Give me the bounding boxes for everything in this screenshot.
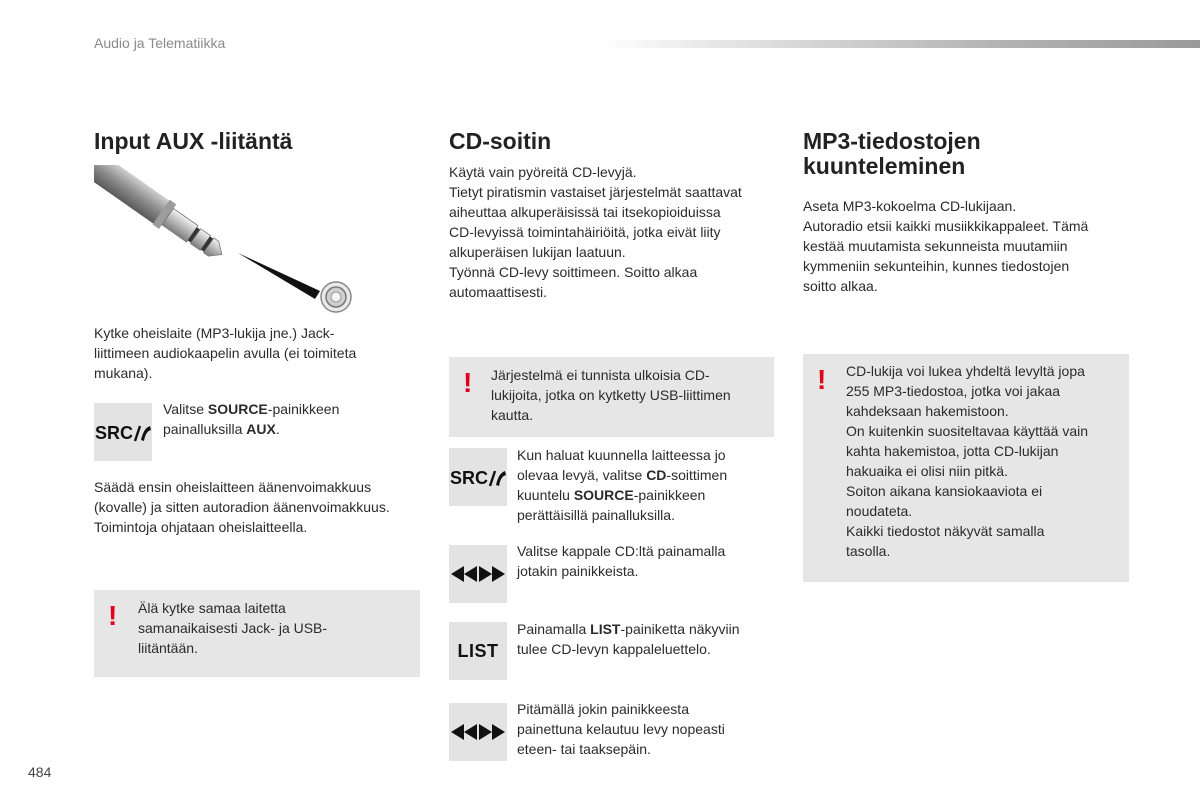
jack-plug — [94, 165, 230, 267]
list-button-icon: LIST — [449, 622, 507, 680]
mp3-title: MP3-tiedostojen kuunteleminen — [803, 128, 981, 179]
cd-warning-box — [449, 357, 774, 437]
insert-arrow — [238, 253, 320, 299]
src-button-icon — [94, 403, 152, 461]
aux-volume-text: Säädä ensin oheislaitteen äänenvoimakkuus (kovalle) ja sitten autoradion äänenvoimakkuus. Toimintoja ohjataan oheislaitteella. — [94, 479, 390, 535]
warning-icon: ! — [817, 364, 827, 395]
cd-title: CD-soitin — [449, 128, 552, 154]
header-gradient-bar — [600, 40, 1200, 48]
aux-intro: Kytke oheislaite (MP3-lukija jne.) Jack- liittimeen audiokaapelin avulla (ei toimiteta mukana). — [94, 325, 357, 381]
warning-icon: ! — [108, 600, 118, 631]
seek-buttons-icon — [449, 703, 507, 761]
socket-icon — [321, 282, 351, 312]
cd-intro: Käytä vain pyöreitä CD-levyjä. Tietyt piratismin vastaiset järjestelmät saattavat aiheuttaa alkuperäisissä tai itsekopioiduissa CD-levyissä toimintahäiriöitä, jotka eivät liity alkuperäisen lukijan laatuun. Työnnä CD-levy soittimeen. Soitto alkaa automaattisesti. — [449, 164, 742, 300]
aux-warning-box — [94, 590, 420, 677]
seek-buttons-icon — [449, 545, 507, 603]
aux-title: Input AUX -liitäntä — [94, 128, 293, 154]
aux-warning-text: Älä kytke samaa laitetta samanaikaisesti Jack- ja USB- liitäntään. — [138, 600, 328, 656]
section-title: Audio ja Telematiikka — [94, 35, 226, 51]
page-number: 484 — [28, 764, 52, 780]
cd-fast-seek-text: Pitämällä jokin painikkeesta painettuna kelautuu levy nopeasti eteen- tai taaksepäin. — [517, 701, 725, 757]
cd-select-track-text: Valitse kappale CD:ltä painamalla jotakin painikkeista. — [517, 543, 726, 579]
cd-list-text: Painamalla LIST-painiketta näkyviin tulee CD-levyn kappaleluettelo. — [517, 621, 740, 657]
aux-source-instruction: Valitse SOURCE-painikkeen painalluksilla AUX. — [163, 401, 340, 437]
svg-text:SRC: SRC — [450, 468, 489, 488]
src-button-icon — [449, 448, 507, 506]
svg-text:SRC: SRC — [95, 423, 134, 443]
cd-warning-text: Järjestelmä ei tunnista ulkoisia CD- lukijoita, jotka on kytketty USB-liittimen kautta. — [491, 367, 731, 423]
mp3-warning-box — [803, 354, 1129, 582]
mp3-intro: Aseta MP3-kokoelma CD-lukijaan. Autoradio etsii kaikki musiikkikappaleet. Tämä kestää muutamista sekunneista muutamiin kymmeniin sekunteihin, kunnes tiedostojen soitto alkaa. — [803, 198, 1089, 294]
jack-plug-illustration — [94, 165, 364, 315]
cd-source-instruction: Kun haluat kuunnella laitteessa jo olevaa levyä, valitse CD-soittimen kuuntelu SOURCE-painikkeen perättäisillä painalluksilla. — [517, 447, 728, 523]
warning-icon: ! — [463, 367, 473, 398]
mp3-warning-text: CD-lukija voi lukea yhdeltä levyltä jopa 255 MP3-tiedostoa, jotka voi jakaa kahdeksaan hakemistoon. On kuitenkin suositeltavaa käyttää vain kahta hakemistoa, jotta CD-lukijan hakuaika ei olisi niin pitkä. Soiton aikana kansiokaaviota ei noudateta. Kaikki tiedostot näkyvät samalla tasolla. — [846, 363, 1089, 559]
